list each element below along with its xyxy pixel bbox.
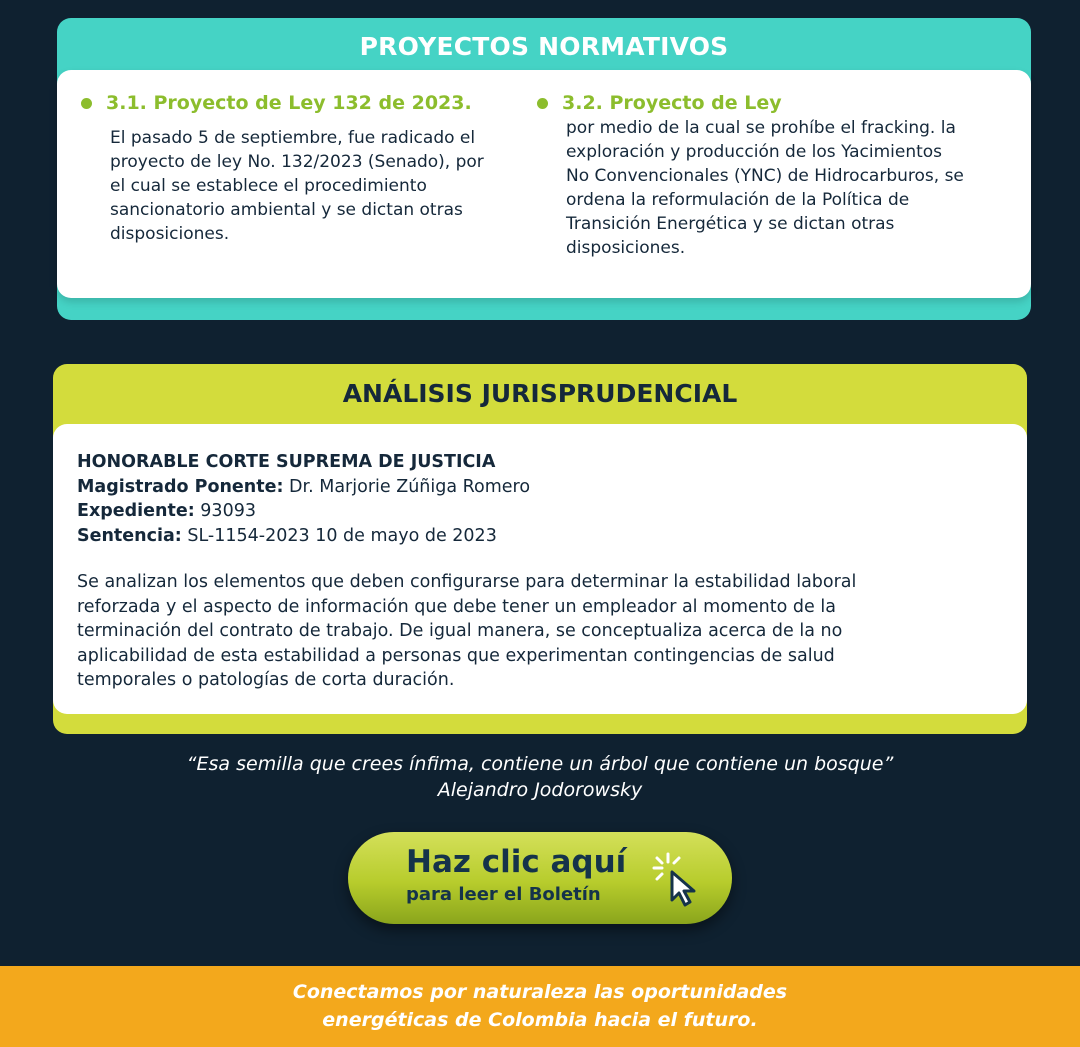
cta-title: Haz clic aquí: [406, 844, 627, 880]
magistrado-label: Magistrado Ponente:: [77, 476, 284, 497]
section-title: ANÁLISIS JURISPRUDENCIAL: [342, 379, 738, 408]
text-line: exploración y producción de los Yacimientos: [566, 142, 943, 162]
proyecto-item: [537, 92, 987, 260]
magistrado-value: Dr. Marjorie Zúñiga Romero: [283, 476, 531, 497]
text-line: sancionatorio ambiental y se dictan otras: [110, 200, 463, 220]
case-details: [77, 450, 530, 548]
text-line: Transición Energética y se dictan otras: [566, 214, 895, 234]
bullet-icon: [537, 98, 548, 109]
proyecto-item: [81, 92, 501, 246]
text-line: disposiciones.: [566, 238, 686, 258]
text-line: ordena la reformulación de la Política de: [566, 190, 910, 210]
quote-text: “Esa semilla que crees ínfima, contiene un árbol que contiene un bosque”: [186, 753, 894, 775]
expediente-value: 93093: [194, 501, 256, 521]
text-line: proyecto de ley No. 132/2023 (Senado), por: [110, 152, 484, 172]
text-line: disposiciones.: [110, 224, 230, 244]
analisis-content-panel: [53, 424, 1027, 714]
sentencia-label: Sentencia:: [77, 525, 182, 546]
text-line: por medio de la cual se prohíbe el fracking. la: [566, 118, 956, 138]
text-line: No Convencionales (YNC) de Hidrocarburos, se: [566, 166, 964, 186]
proyectos-content-panel: [57, 70, 1031, 298]
text-line: Se analizan los elementos que deben configurarse para determinar la estabilidad laboral: [77, 572, 857, 592]
magistrado-row: [77, 475, 530, 500]
cursor-click-icon: [648, 850, 712, 910]
proyecto-heading-row: [537, 92, 987, 114]
text-line: aplicabilidad de esta estabilidad a personas que experimentan contingencias de salud: [77, 645, 835, 666]
text-line: temporales o patologías de corta duración.: [77, 670, 455, 690]
text-line: terminación del contrato de trabajo. De igual manera, se conceptualiza acerca de la no: [77, 621, 843, 641]
proyecto-description: [566, 116, 987, 260]
footer-tagline: [0, 978, 1080, 1034]
text-line: reforzada y el aspecto de información que debe tener un empleador al momento de la: [77, 596, 836, 617]
bullet-icon: [81, 98, 92, 109]
footer-line: Conectamos por naturaleza las oportunidades: [292, 981, 788, 1003]
expediente-row: [77, 499, 530, 524]
footer-line: energéticas de Colombia hacia el futuro.: [322, 1009, 758, 1031]
section-title: PROYECTOS NORMATIVOS: [359, 32, 729, 61]
analisis-summary: [77, 570, 997, 693]
expediente-label: Expediente:: [77, 501, 195, 521]
court-name: HONORABLE CORTE SUPREMA DE JUSTICIA: [77, 452, 496, 472]
footer-banner: [0, 966, 1080, 1047]
cta-subtitle: para leer el Boletín: [406, 884, 601, 905]
proyectos-normativos-section: [57, 18, 1031, 320]
proyecto-heading: 3.1. Proyecto de Ley 132 de 2023.: [106, 92, 472, 114]
quote-block: [0, 751, 1080, 803]
quote-author: Alejandro Jodorowsky: [437, 779, 643, 801]
sentencia-value: SL-1154-2023 10 de mayo de 2023: [181, 525, 497, 546]
text-line: El pasado 5 de septiembre, fue radicado el: [110, 128, 476, 148]
analisis-jurisprudencial-section: [53, 364, 1027, 734]
sentencia-row: [77, 524, 530, 549]
proyecto-description: [110, 126, 501, 246]
read-bulletin-button[interactable]: [348, 832, 732, 924]
text-line: el cual se establece el procedimiento: [110, 176, 427, 196]
proyecto-heading-row: [81, 92, 501, 114]
proyecto-heading: 3.2. Proyecto de Ley: [562, 92, 782, 114]
